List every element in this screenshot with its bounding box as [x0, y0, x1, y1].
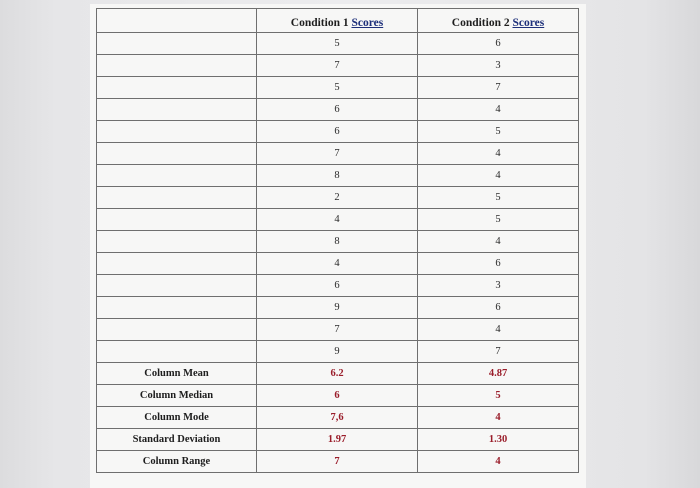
row-label-cell: [97, 143, 257, 165]
condition-1-label: Condition 1: [290, 16, 352, 29]
condition-2-cell: 3: [418, 55, 579, 77]
table-row: [97, 55, 579, 77]
summary-row-mean: [97, 363, 579, 385]
condition-1-cell: 7: [257, 55, 418, 77]
table-row: [97, 143, 579, 165]
row-label-cell: [97, 165, 257, 187]
summary-value-condition-1: 6: [257, 385, 418, 407]
condition-1-cell: 6: [257, 121, 418, 143]
condition-1-cell: 9: [257, 297, 418, 319]
condition-1-cell: 8: [257, 165, 418, 187]
condition-2-cell: 5: [418, 209, 579, 231]
table-row: [97, 209, 579, 231]
condition-2-cell: 4: [418, 143, 579, 165]
table-row: [97, 121, 579, 143]
table-row: [97, 231, 579, 253]
summary-value-condition-1: 7: [257, 451, 418, 473]
table-row: [97, 99, 579, 121]
summary-value-condition-2: 4: [418, 451, 579, 473]
header-condition-1: [257, 9, 418, 33]
summary-value-condition-2: 4.87: [418, 363, 579, 385]
summary-value-condition-1: 1.97: [257, 429, 418, 451]
summary-value-condition-2: 5: [418, 385, 579, 407]
condition-2-cell: 4: [418, 99, 579, 121]
condition-2-cell: 7: [418, 77, 579, 99]
row-label-cell: [97, 99, 257, 121]
condition-1-cell: 4: [257, 209, 418, 231]
header-blank-cell: [97, 9, 257, 33]
row-label-cell: [97, 275, 257, 297]
condition-1-cell: 5: [257, 33, 418, 55]
summary-row-std-dev: [97, 429, 579, 451]
condition-1-cell: 2: [257, 187, 418, 209]
summary-value-condition-2: 1.30: [418, 429, 579, 451]
summary-row-mode: [97, 407, 579, 429]
condition-2-scores-word: Scores: [512, 16, 545, 29]
summary-label: Column Median: [97, 385, 257, 407]
scores-table: [96, 8, 579, 473]
condition-2-cell: 4: [418, 319, 579, 341]
table-row: [97, 77, 579, 99]
condition-1-cell: 5: [257, 77, 418, 99]
table-row: [97, 319, 579, 341]
condition-2-cell: 4: [418, 231, 579, 253]
table-row: [97, 297, 579, 319]
row-label-cell: [97, 297, 257, 319]
summary-row-range: [97, 451, 579, 473]
row-label-cell: [97, 55, 257, 77]
row-label-cell: [97, 341, 257, 363]
table-header-row: [97, 9, 579, 33]
summary-value-condition-2: 4: [418, 407, 579, 429]
condition-1-cell: 6: [257, 99, 418, 121]
condition-1-cell: 6: [257, 275, 418, 297]
summary-label: Column Range: [97, 451, 257, 473]
summary-label: Standard Deviation: [97, 429, 257, 451]
row-label-cell: [97, 33, 257, 55]
condition-2-cell: 7: [418, 341, 579, 363]
condition-1-cell: 8: [257, 231, 418, 253]
condition-1-cell: 4: [257, 253, 418, 275]
row-label-cell: [97, 77, 257, 99]
row-label-cell: [97, 121, 257, 143]
summary-label: Column Mean: [97, 363, 257, 385]
condition-2-cell: 4: [418, 165, 579, 187]
condition-2-cell: 5: [418, 187, 579, 209]
condition-2-cell: 3: [418, 275, 579, 297]
table-row: [97, 165, 579, 187]
summary-row-median: [97, 385, 579, 407]
condition-2-cell: 6: [418, 33, 579, 55]
summary-value-condition-1: 6.2: [257, 363, 418, 385]
row-label-cell: [97, 231, 257, 253]
row-label-cell: [97, 319, 257, 341]
condition-1-cell: 9: [257, 341, 418, 363]
table-row: [97, 187, 579, 209]
condition-2-cell: 5: [418, 121, 579, 143]
row-label-cell: [97, 253, 257, 275]
condition-1-scores-word: Scores: [351, 16, 384, 29]
summary-label: Column Mode: [97, 407, 257, 429]
table-row: [97, 275, 579, 297]
condition-1-cell: 7: [257, 319, 418, 341]
condition-2-cell: 6: [418, 297, 579, 319]
condition-1-cell: 7: [257, 143, 418, 165]
row-label-cell: [97, 209, 257, 231]
summary-value-condition-1: 7,6: [257, 407, 418, 429]
row-label-cell: [97, 187, 257, 209]
table-row: [97, 253, 579, 275]
condition-2-cell: 6: [418, 253, 579, 275]
header-condition-2: [418, 9, 579, 33]
condition-2-label: Condition 2: [451, 16, 513, 29]
table-row: [97, 341, 579, 363]
table-row: [97, 33, 579, 55]
